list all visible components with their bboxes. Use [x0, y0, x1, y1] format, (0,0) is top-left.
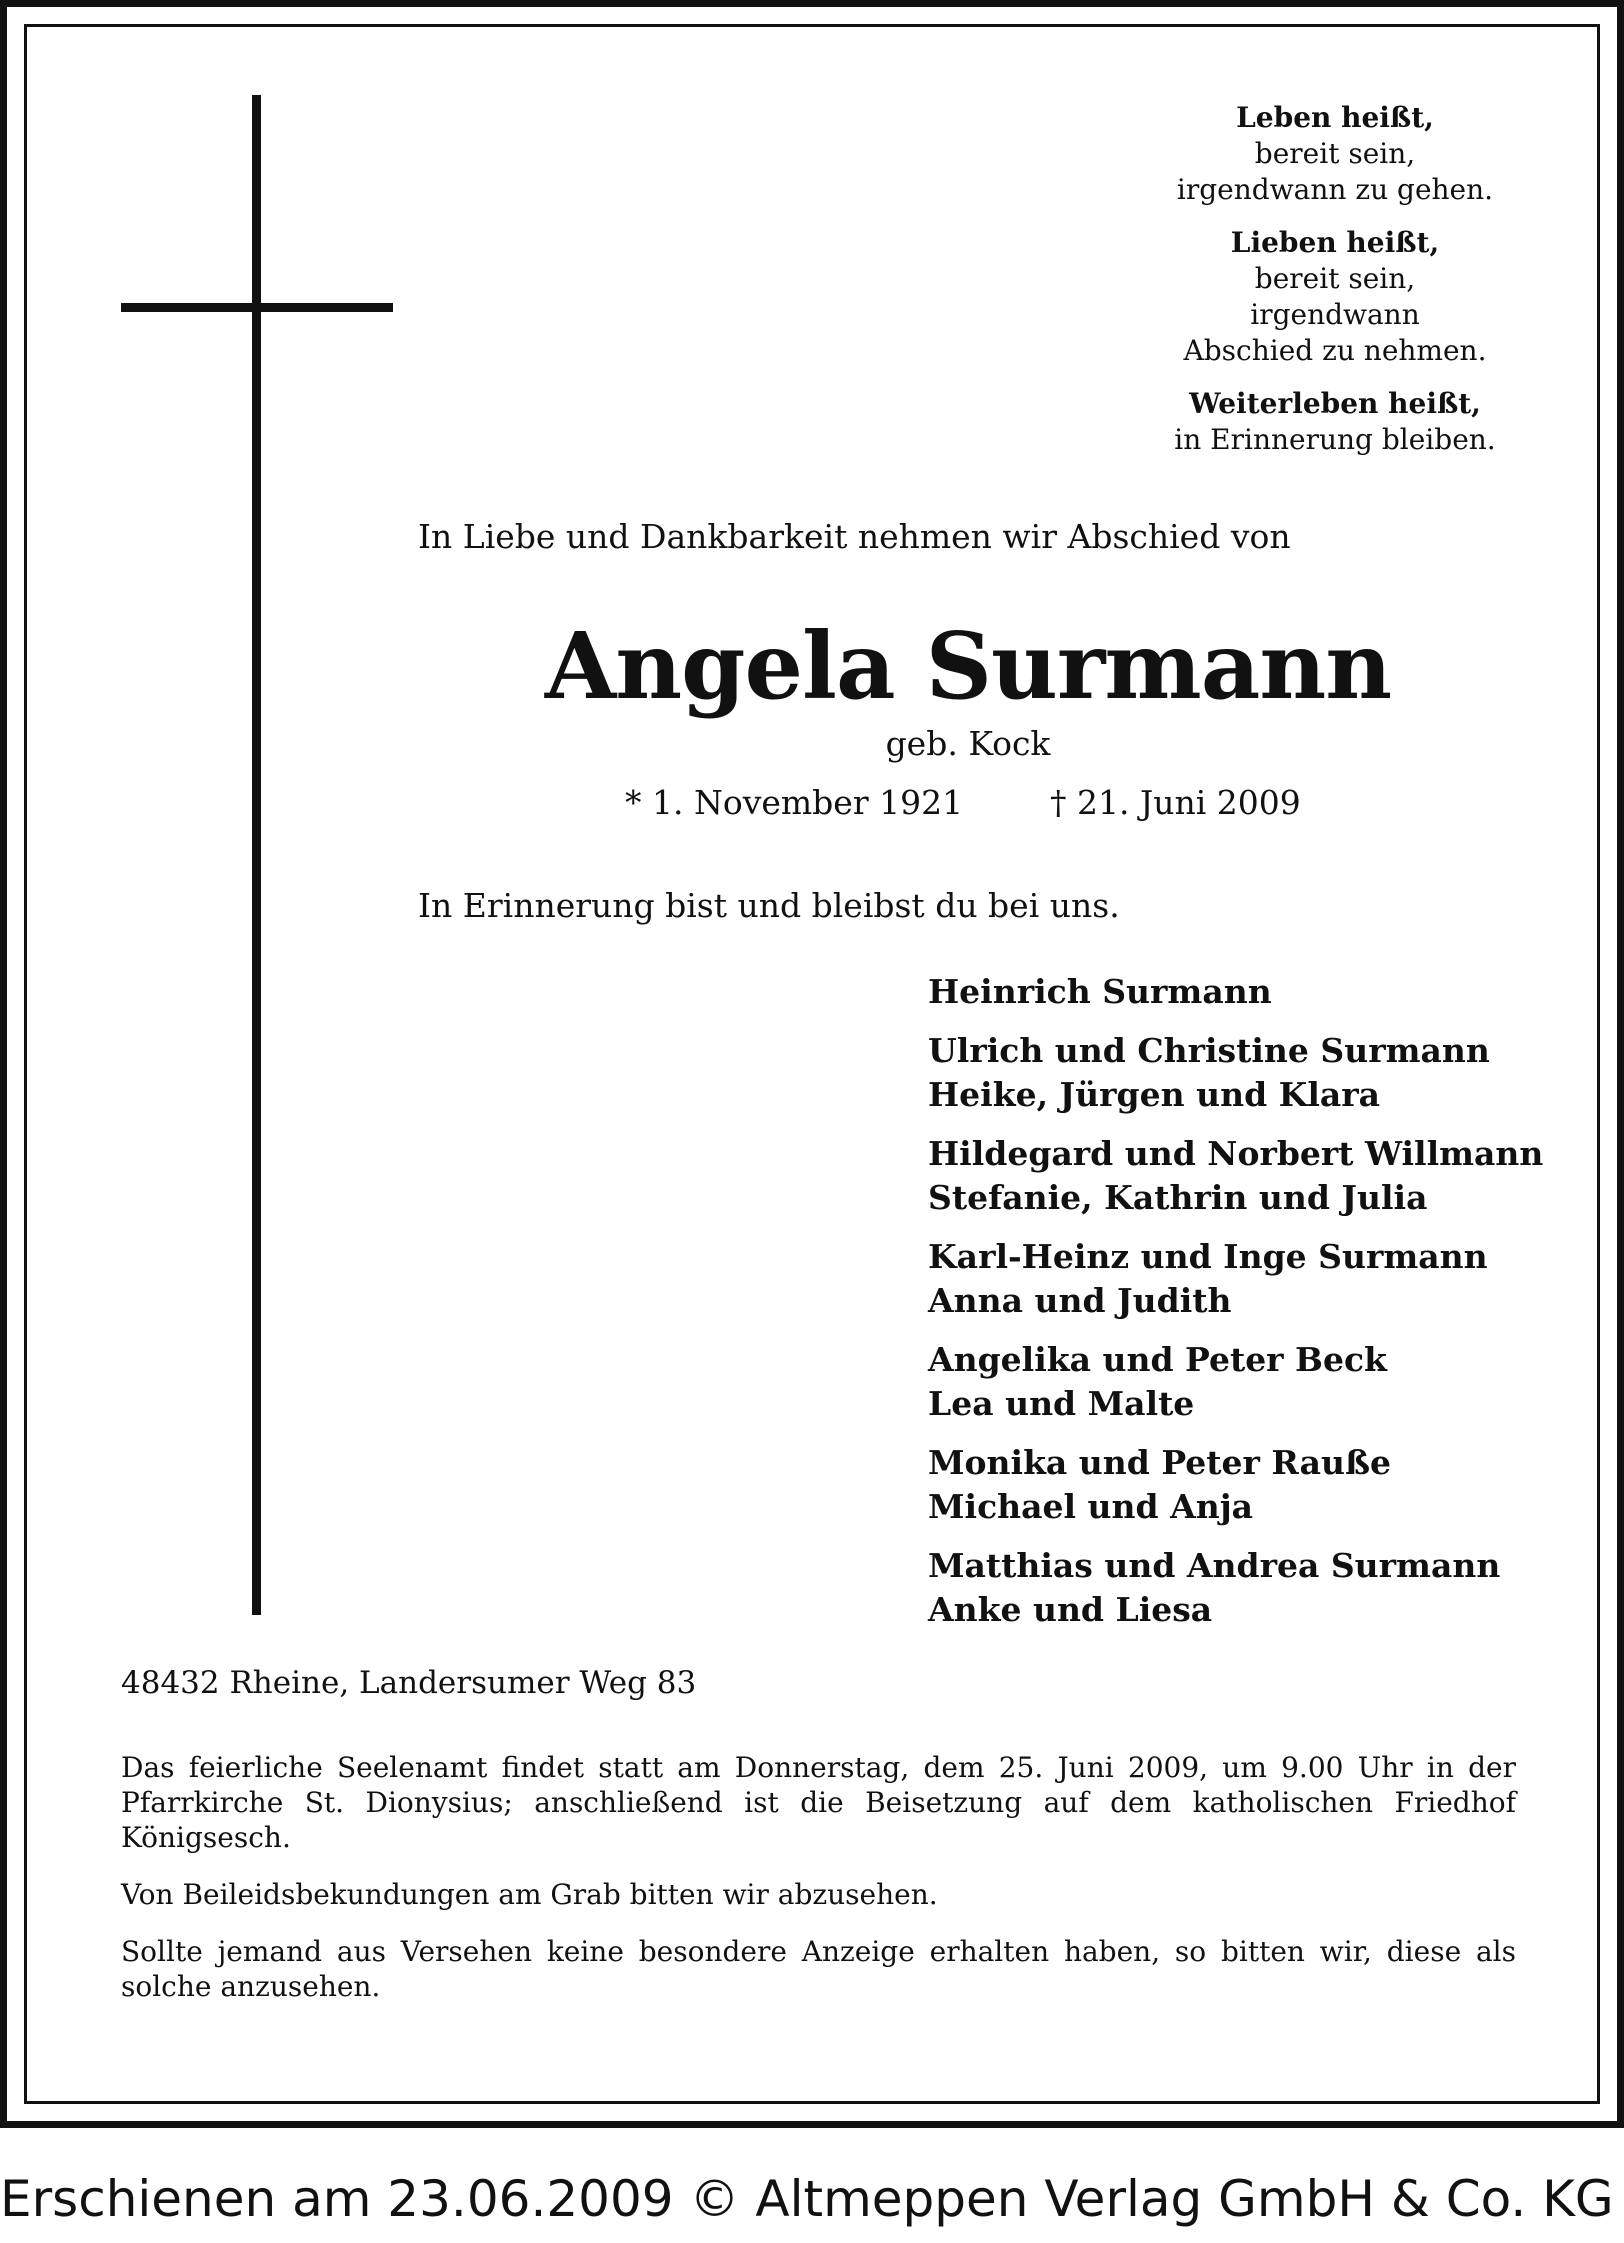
poem-line: in Erinnerung bleiben. — [1174, 423, 1496, 456]
mourner-name: Angelika und Peter Beck — [928, 1340, 1387, 1379]
mourner-name: Hildegard und Norbert Willmann — [928, 1134, 1544, 1173]
mourner-name: Ulrich und Christine Surmann — [928, 1031, 1490, 1070]
service-note: Sollte jemand aus Versehen keine besondere Anzeige erhalten haben, so bitten wir, diese als solche anzusehen. — [121, 1935, 1516, 2003]
publication-footer: Erschienen am 23.06.2009 © Altmeppen Verlag GmbH & Co. KG — [0, 2170, 1614, 2228]
birth-date: * 1. November 1921 — [625, 783, 964, 822]
mourner-children: Lea und Malte — [928, 1384, 1195, 1423]
mourner-children: Heike, Jürgen und Klara — [928, 1075, 1381, 1114]
mourner-name: Matthias und Andrea Surmann — [928, 1546, 1501, 1585]
poem-stanza-head: Weiterleben heißt, — [1189, 387, 1481, 420]
deceased-birth-name: geb. Kock — [885, 724, 1051, 763]
poem-stanza-head: Leben heißt, — [1236, 101, 1434, 134]
service-notes — [121, 1750, 1516, 2026]
mourner-family — [928, 1235, 1543, 1323]
mourners-list — [928, 970, 1543, 1647]
poem-stanza — [1110, 100, 1560, 208]
poem-line: irgendwann zu gehen. — [1176, 173, 1494, 206]
mourner-children: Anke und Liesa — [928, 1590, 1213, 1629]
mourner-name: Heinrich Surmann — [928, 972, 1272, 1011]
service-note: Von Beileidsbekundungen am Grab bitten wir abzusehen. — [121, 1878, 938, 1911]
mourner-family — [928, 970, 1543, 1014]
poem-stanza — [1110, 225, 1560, 369]
cross-icon-crossbar — [121, 303, 393, 312]
poem-line: irgendwann — [1250, 298, 1420, 331]
mourner-family — [928, 1029, 1543, 1117]
poem-stanza-head: Lieben heißt, — [1230, 226, 1440, 259]
cross-icon — [252, 95, 261, 1615]
death-date: † 21. Juni 2009 — [1050, 783, 1301, 822]
mourner-name: Karl-Heinz und Inge Surmann — [928, 1237, 1488, 1276]
memory-line: In Erinnerung bist und bleibst du bei uns. — [418, 886, 1120, 925]
mourner-family — [928, 1338, 1543, 1426]
mourner-name: Monika und Peter Rauße — [928, 1443, 1392, 1482]
farewell-intro: In Liebe und Dankbarkeit nehmen wir Abschied von — [418, 517, 1291, 556]
service-note: Das feierliche Seelenamt findet statt am Donnerstag, dem 25. Juni 2009, um 9.00 Uhr in der Pfarrkirche St. Dionysius; anschließend ist die Beisetzung auf dem katholischen Friedhof Königsesch. — [121, 1751, 1516, 1854]
poem-line: bereit sein, — [1254, 137, 1416, 170]
mourner-children: Michael und Anja — [928, 1487, 1254, 1526]
mourner-family — [928, 1544, 1543, 1632]
mourner-children: Stefanie, Kathrin und Julia — [928, 1178, 1428, 1217]
poem-line: bereit sein, — [1254, 262, 1416, 295]
poem-stanza — [1110, 386, 1560, 458]
deceased-name: Angela Surmann — [544, 612, 1392, 720]
family-address: 48432 Rheine, Landersumer Weg 83 — [121, 1665, 697, 1701]
poem — [1110, 100, 1560, 475]
poem-line: Abschied zu nehmen. — [1183, 334, 1487, 367]
mourner-children: Anna und Judith — [928, 1281, 1232, 1320]
mourner-family — [928, 1132, 1543, 1220]
mourner-family — [928, 1441, 1543, 1529]
